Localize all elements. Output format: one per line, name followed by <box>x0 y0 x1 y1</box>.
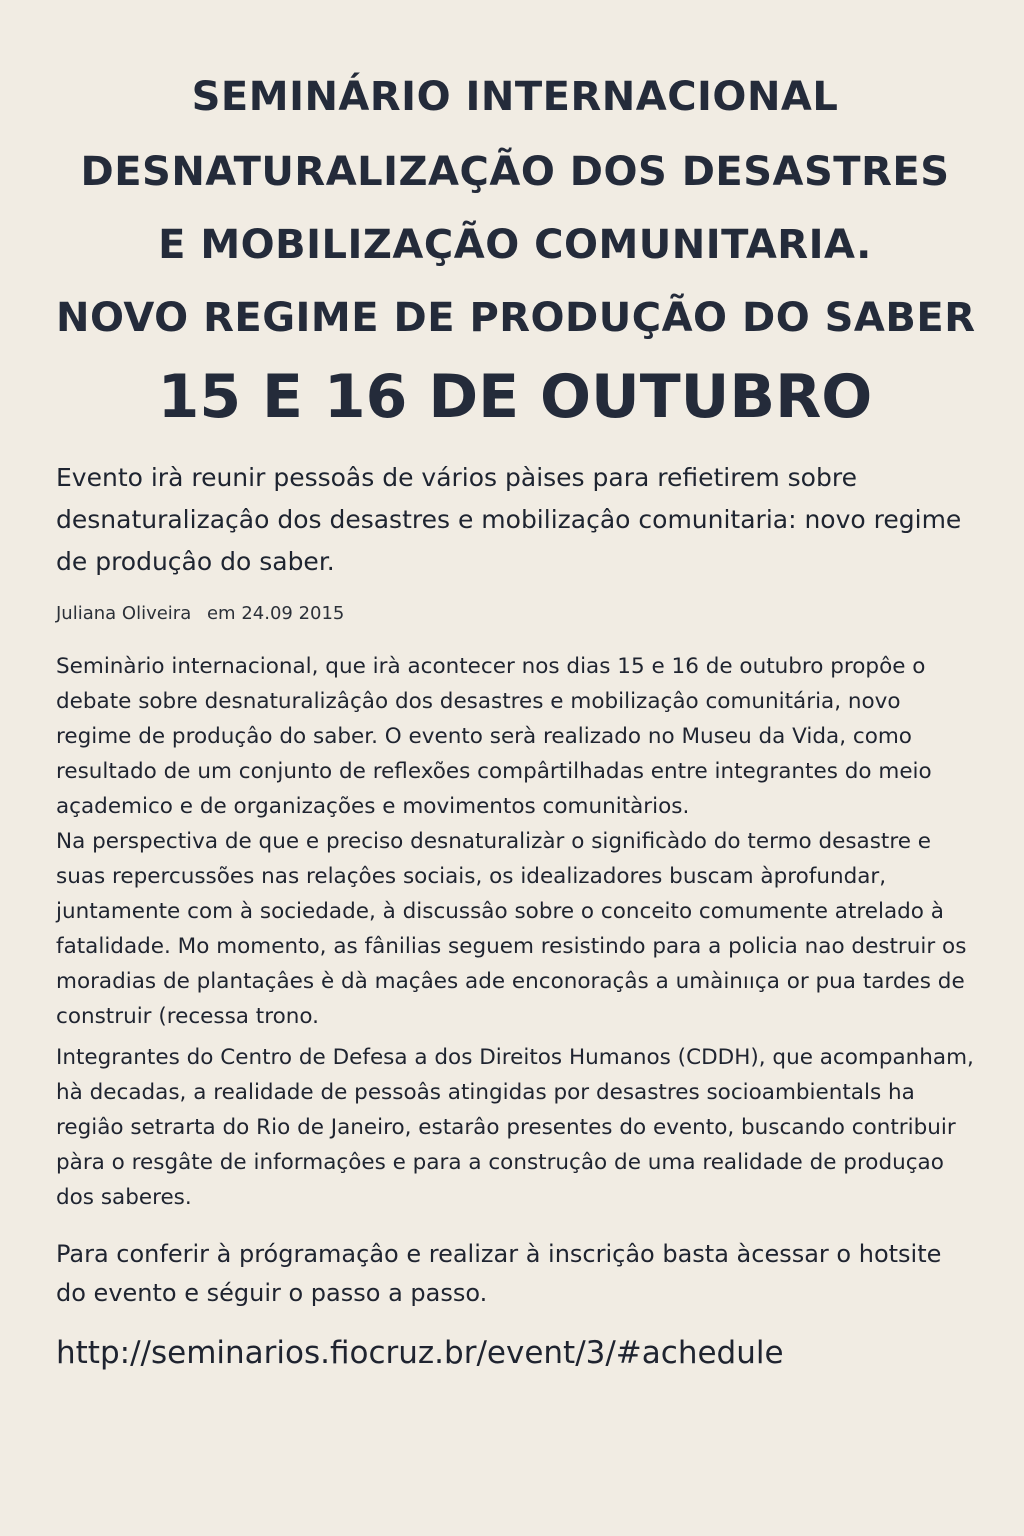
body-paragraph-2: Na perspectiva de que e preciso desnaturalizàr o significàdo do termo desastre e suas repercussões nas relaçôes sociais, os idealizadores buscam àprofundar, juntamente com à sociedade, à discussâo sobre o conceito comumente atrelado à fatalidade. Mo momento, as fânilias seguem resistindo para a policia nao destruir os moradias de plantaçâes è dà maçâes ade enconoraçâs a umàinııça or pua tardes de construir (recessa trono. <box>56 829 967 1029</box>
headline-line-1: SEMINÁRIO INTERNACIONAL <box>191 74 839 120</box>
lede: Evento irà reunir pessoâs de vários pàises para refietirem sobre desnaturalizaçâo dos desastres e mobilizaçâo comunitaria: novo regime de produçâo do saber. <box>56 463 962 576</box>
byline-date: em 24.09 2015 <box>206 603 345 624</box>
body-paragraph-3: Integrantes do Centro de Defesa a dos Direitos Humanos (CDDH), que acompanham, hà decadas, a realidade de pessoâs atingidas por desastres socioambientals ha regiâo setrarta do Rio de Janeiro, estarâo presentes do evento, buscando contribuir pàra o resgâte de informaçôes e para a construçâo de uma realidade de produçao dos saberes. <box>56 1045 974 1210</box>
event-url-link[interactable]: http://seminarios.fiocruz.br/event/3/#achedule <box>56 1335 784 1371</box>
byline-author: Juliana Oliveira <box>56 603 192 624</box>
body-paragraph-1: Seminàrio internacional, que irà acontecer nos dias 15 e 16 de outubro propôe o debate sobre desnaturalizâçâo dos desastres e mobilizaçâo comunitária, novo regime de produçâo do saber. O evento serà realizado no Museu da Vida, como resultado de um conjunto de reflexões compârtilhadas entre integrantes do meio açademico e de organizações e movimentos comunitàrios. <box>56 654 932 819</box>
registration-instructions: Para conferir à prógramaçâo e realizar à inscriçâo basta àcessar o hotsite do evento e séguir o passo a passo. <box>56 1240 942 1307</box>
headline-line-3: E MOBILIZAÇÃO COMUNITARIA. <box>158 222 872 268</box>
headline <box>56 0 974 355</box>
event-date: 15 E 16 DE OUTUBRO <box>157 362 873 432</box>
byline <box>56 599 974 629</box>
headline-line-4: NOVO REGIME DE PRODUÇÃO DO SABER <box>56 295 976 341</box>
headline-line-2: DESNATURALIZAÇÃO DOS DESASTRES <box>80 149 950 195</box>
